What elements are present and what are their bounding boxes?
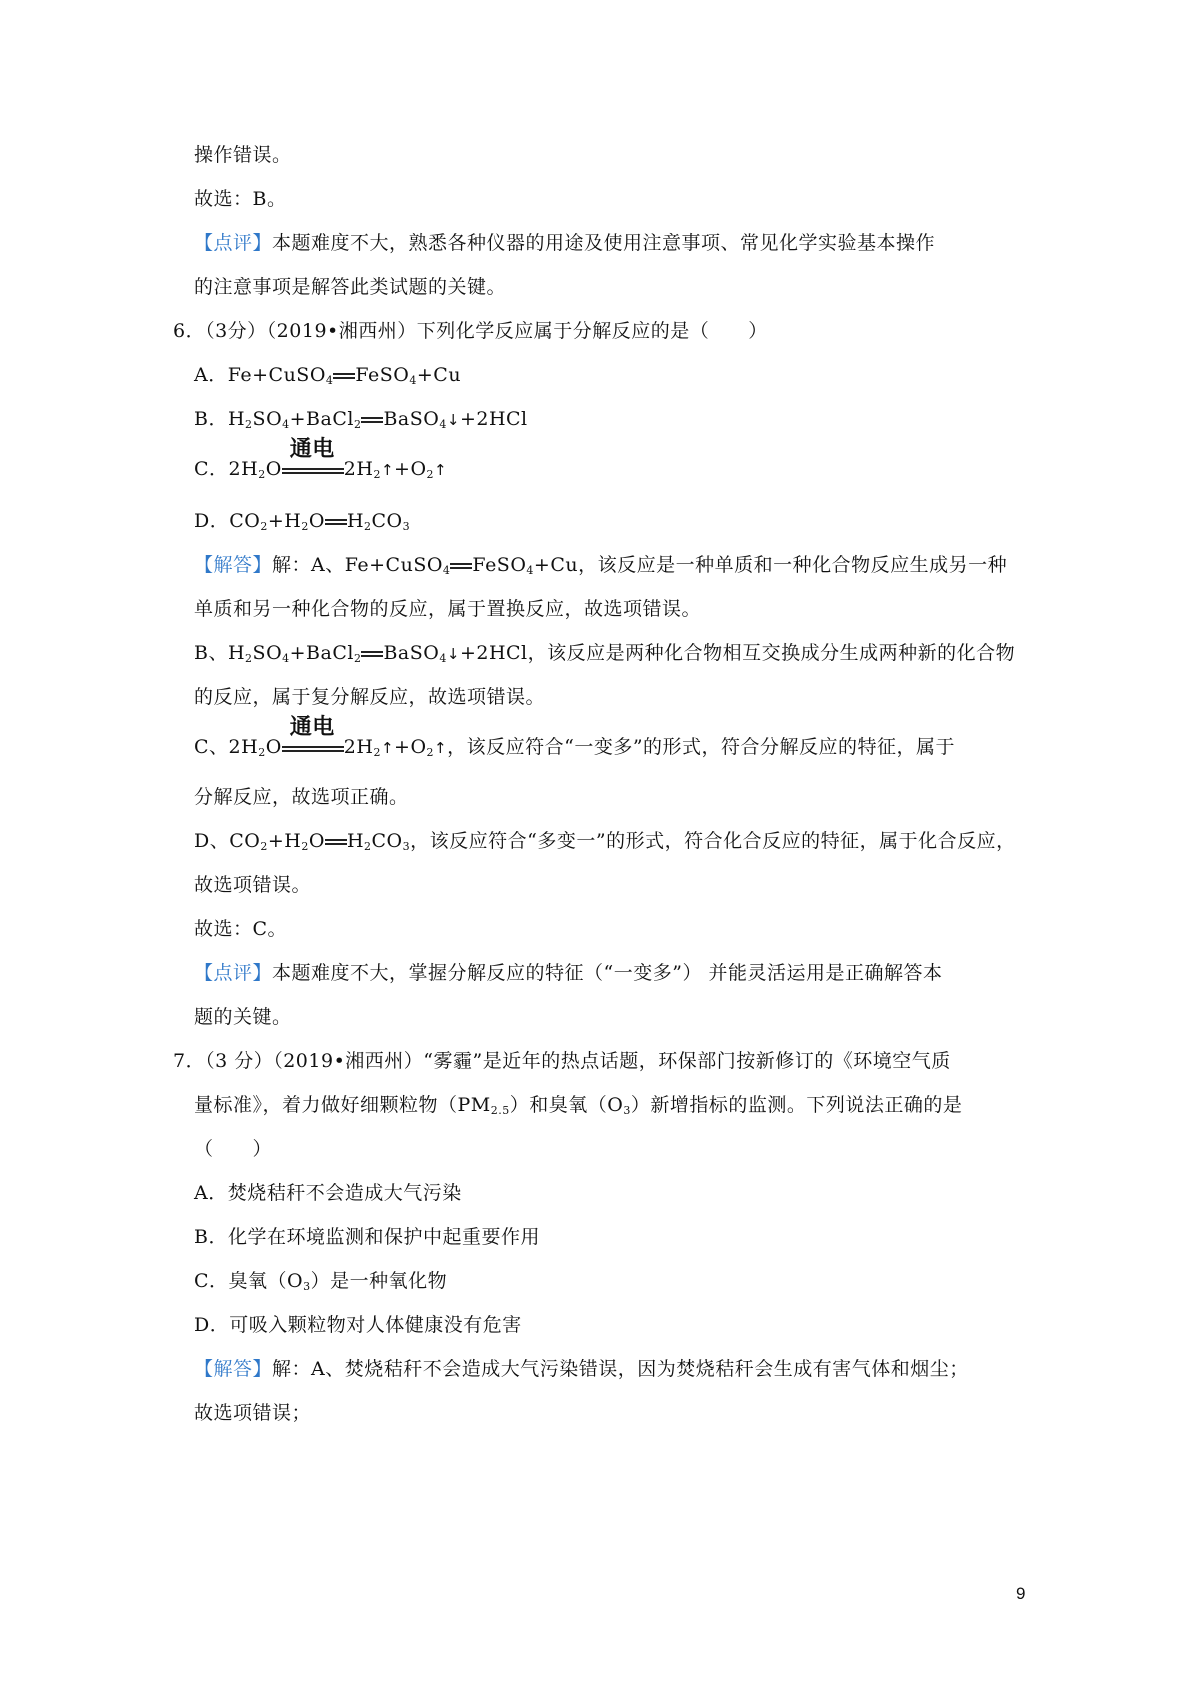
q6-solution-d: D、$CO_2+H_2O$ $H_2CO_3$，该反应符合“多变一”的形式，符合化合反应的特征，属于化合反应， — [194, 830, 1016, 853]
q6-option-d: D．$CO_2+H_2O$ $H_2CO_3$ — [194, 510, 411, 533]
q7-solution: 【解答】解：A、焚烧秸秆不会造成大气污染错误，因为焚烧秸秆会生成有害气体和烟尘； — [194, 1358, 969, 1380]
q6-solution-d-line2: 故选项错误。 — [194, 874, 312, 896]
q6-solution-b-line2: 的反应，属于复分解反应，故选项错误。 — [194, 686, 546, 708]
equals-sign-icon — [325, 837, 347, 847]
down-arrow-icon: ↓ — [446, 411, 460, 429]
prev-tail: 操作错误。 — [194, 144, 292, 166]
q6-option-c: C．$2H_2O$ 通电 $2H_2↑+O_2↑$ — [194, 437, 448, 481]
q7-stem-line3: （ ） — [194, 1138, 273, 1160]
up-arrow-icon: ↑ — [380, 739, 395, 757]
q7-stem-line2: 量标准》，着力做好细颗粒物$(PM_{2.5})$和臭氧$(O_3)$新增指标的监测。下列说法正确的是 — [194, 1094, 963, 1117]
q7-stem: 7．（3 分）（2019•湘西州）“雾霾”是近年的热点话题，环保部门按新修订的《环境空气质 — [173, 1050, 951, 1072]
q6-solution-c: C、$2H_2O$ 通电 $2H_2↑+O_2↑$，该反应符合“一变多”的形式，符合分解反应的特征，属于 — [194, 715, 956, 759]
solution-tag: 【解答】 — [194, 554, 273, 576]
reaction-condition — [282, 437, 344, 483]
equals-sign-icon — [325, 517, 347, 527]
q7-solution-line2: 故选项错误； — [194, 1402, 312, 1424]
q6-option-a: A．Fe+CuSO$_4$ FeSO$_4$+Cu — [194, 364, 462, 387]
comment-tag: 【点评】 — [194, 232, 273, 254]
comment-tag: 【点评】 — [194, 962, 273, 984]
q6-solution-a: 【解答】解：A、Fe+CuSO$_4$ FeSO$_4$+Cu，该反应是一种单质和一种化合物反应生成另一种 — [194, 554, 1008, 577]
condition-label: 通电 — [289, 715, 335, 740]
page-number: 9 — [1016, 1584, 1026, 1603]
q6-answer: 故选：C。 — [194, 918, 288, 940]
q7-option-a: A．焚烧秸秆不会造成大气污染 — [194, 1182, 462, 1204]
reaction-condition — [282, 715, 344, 761]
equals-sign-icon — [450, 561, 472, 571]
up-arrow-icon: ↑ — [434, 461, 448, 479]
q7-option-d: D．可吸入颗粒物对人体健康没有危害 — [194, 1314, 522, 1336]
comment-text: 本题难度不大，熟悉各种仪器的用途及使用注意事项、常见化学实验基本操作 — [272, 232, 936, 254]
q6-solution-a-line2: 单质和另一种化合物的反应，属于置换反应，故选项错误。 — [194, 598, 702, 620]
q6-option-b: B．$H_2SO_4+BaCl_2$ BaSO$_4$↓+2HCl — [194, 408, 528, 431]
q6-comment-line2: 题的关键。 — [194, 1006, 292, 1028]
prev-answer: 故选：B。 — [194, 188, 287, 210]
condition-label: 通电 — [289, 437, 335, 462]
q6-solution-c-line2: 分解反应，故选项正确。 — [194, 786, 409, 808]
q7-option-b: B．化学在环境监测和保护中起重要作用 — [194, 1226, 540, 1248]
equals-sign-icon — [361, 415, 383, 425]
up-arrow-icon: ↑ — [434, 739, 448, 757]
equals-sign-icon — [333, 371, 355, 381]
q6-comment: 【点评】本题难度不大，掌握分解反应的特征（“一变多”） 并能灵活运用是正确解答本 — [194, 962, 943, 984]
prev-comment-line2: 的注意事项是解答此类试题的关键。 — [194, 276, 507, 298]
q6-stem: 6．（3分）（2019•湘西州）下列化学反应属于分解反应的是（ ） — [173, 320, 768, 342]
down-arrow-icon: ↓ — [446, 645, 460, 663]
q7-option-c: C．臭氧$(O_3)$是一种氧化物 — [194, 1270, 448, 1293]
prev-comment — [194, 230, 935, 256]
up-arrow-icon: ↑ — [380, 461, 395, 479]
q6-solution-b: B、$H_2SO_4+BaCl_2$ BaSO$_4$↓+2HCl，该反应是两种化合物相互交换成分生成两种新的化合物 — [194, 642, 1016, 665]
equals-sign-icon — [361, 649, 383, 659]
solution-tag: 【解答】 — [194, 1358, 273, 1380]
